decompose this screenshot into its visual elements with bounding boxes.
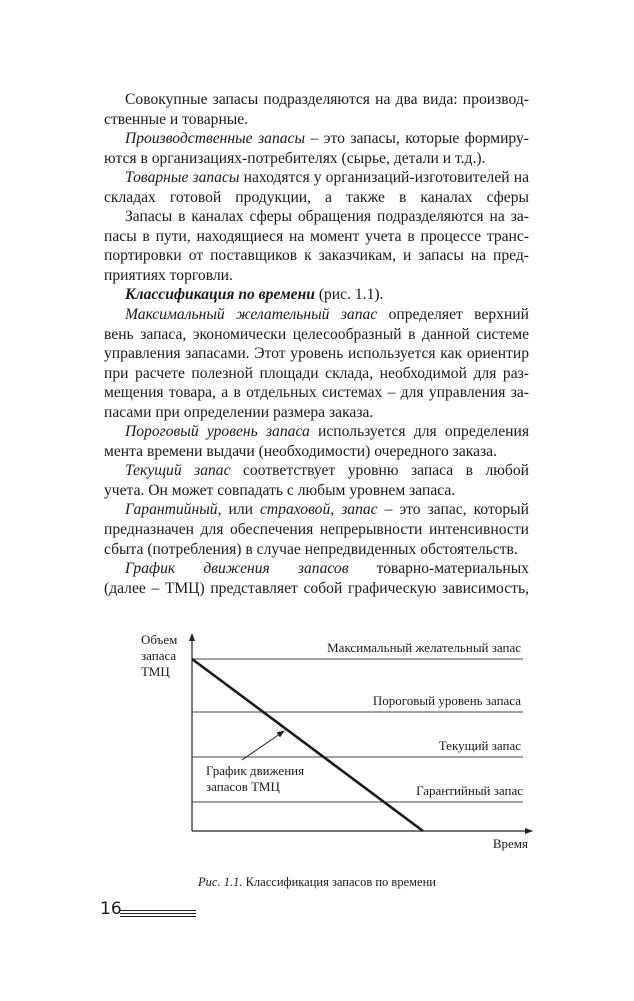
figure-caption: [0, 875, 634, 890]
y-axis-label-2: запаса: [141, 648, 177, 663]
stock-movement-line: [192, 659, 423, 831]
text-run: мента времени выдачи (необходимости) очередного заказа.: [104, 442, 497, 460]
emphasized-term: Классификация по времени: [125, 286, 315, 304]
text-run: управления запасами. Этот уровень используется как ориентир: [104, 345, 529, 363]
page-number-rule: [120, 913, 196, 914]
text-run: предназначен для обеспечения непрерывности интенсивности: [104, 521, 529, 539]
level-label-current: Текущий запас: [438, 738, 521, 753]
text-run: (далее – ТМЦ) представляет собой графическую зависимость,: [104, 579, 529, 597]
text-run: мещения товара, а в отдельных системах – для управления за-: [104, 384, 529, 402]
text-run: находятся у организаций-изготовителей на: [239, 169, 529, 187]
text-run: пасами при определении размера заказа.: [104, 403, 374, 421]
level-label-max: Максимальный желательный запас: [327, 640, 521, 655]
text-run: учета. Он может совпадать с любым уровнем запаса.: [104, 481, 456, 499]
emphasized-term: Товарные запасы: [125, 169, 240, 187]
text-run: определяет верхний: [388, 306, 529, 324]
page-number-rule: [120, 910, 196, 911]
x-axis-label: Время: [492, 836, 528, 851]
curve-label-1: График движения: [206, 763, 305, 778]
text-run: , или: [217, 501, 260, 519]
text-run: ственные и товарные.: [104, 110, 249, 128]
text-run: портировки от поставщиков к заказчикам, и запасы на пред-: [104, 247, 529, 265]
curve-label-2: запасов ТМЦ: [206, 779, 280, 794]
text-run: соответствует уровню запаса в любой: [243, 462, 529, 480]
emphasized-term: Гарантийный: [125, 501, 218, 519]
level-label-safety: Гарантийный запас: [416, 783, 523, 798]
text-run: пасы в пути, находящиеся на момент учета в процессе транс-: [104, 227, 529, 245]
text-run: Запасы в каналах сферы обращения подразделяются на за-: [125, 208, 529, 226]
y-axis-label-3: ТМЦ: [141, 664, 170, 679]
text-run: вень запаса, экономически целесообразный в данной системе: [104, 325, 529, 343]
level-label-threshold: Пороговый уровень запаса: [372, 693, 521, 708]
y-axis-label-1: Объем: [141, 632, 178, 647]
emphasized-term: График движения запасов: [125, 560, 349, 578]
text-run: сбыта (потребления) в случае непредвиденных обстоятельств.: [104, 540, 518, 558]
emphasized-term: Текущий запас: [125, 462, 231, 480]
text-run: ются в организациях-потребителях (сырье, детали и т.д.).: [104, 149, 486, 167]
emphasized-term: страховой: [260, 501, 331, 519]
pointer-arrow: [242, 731, 284, 760]
text-run: – это запас, который: [377, 501, 529, 519]
text-run: товарно-материальных: [376, 560, 529, 578]
emphasized-term: Производственные запасы: [125, 130, 306, 148]
caption-text: Классификация запасов по времени: [242, 875, 436, 889]
text-run: используется для определения: [318, 423, 529, 441]
emphasized-term: Максимальный желательный запас: [125, 306, 378, 324]
page-number-rule: [120, 916, 196, 917]
text-run: (рис. 1.1).: [314, 286, 384, 304]
page-number: 16: [100, 899, 122, 919]
text-run: складах готовой продукции, а также в каналах сферы: [104, 188, 529, 206]
caption-prefix: Рис. 1.1.: [198, 875, 243, 889]
emphasized-term: Пороговый уровень запаса: [125, 423, 310, 441]
text-run: приятиях торговли.: [104, 266, 233, 284]
text-run: Совокупные запасы подразделяются на два вида: производ-: [125, 91, 529, 108]
emphasized-term: запас: [341, 501, 378, 519]
text-run: – это запасы, которые формиру-: [305, 130, 529, 148]
text-run: при расчете полезной площади склада, необходимой для раз-: [104, 364, 529, 382]
text-run: ,: [330, 501, 342, 519]
